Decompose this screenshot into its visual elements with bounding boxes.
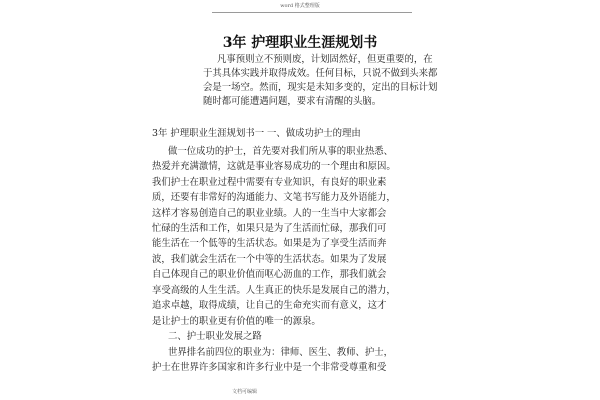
paragraph-line: 做一位成功的护士，首先要对我们所从事的职业热悉、 [168,146,394,157]
header-divider [212,12,412,13]
paragraph-line: 于其具体实践并取得成效。任何目标，只说不做到头来都 [203,68,438,79]
paragraph-line: 我们护士在职业过程中需要有专业知识，有良好的职业素 [152,177,387,188]
paragraph-line: 波，我们就会生活在一个中等的生活状态。如果为了发展 [152,254,387,265]
paragraph-line: 护士在世界许多国家和许多行业中是一个非常受尊重和受 [152,362,387,373]
paragraph-line: 自己体现自己的职业价值而呕心沥血的工作，那我们就会 [152,269,387,280]
section-heading: 3年 护理职业生涯规划书一 一、做成功护士的理由 [152,128,361,139]
paragraph-line: 凡事预则立不预则废，计划固然好，但更重要的，在 [217,54,433,65]
paragraph-line: 追求卓越，取得成绩，让自己的生命充实而有意义，这才 [152,300,387,311]
paragraph-line: 这样才容易创造自己的职业业绩。人的一生当中大家都会 [152,208,387,219]
paragraph-line: 会是一场空。然而，现实是未知多变的，定出的目标计划 [203,82,438,93]
page-header: word 格式整理版 [280,3,320,9]
paragraph-line: 质，还要有非常好的沟通能力、文笔书写能力及外语能力， [152,192,396,203]
paragraph-line: 随时都可能遭遇问题，要求有清醒的头脑。 [203,96,382,107]
paragraph-line: 享受高级的人生生活。人生真正的快乐是发展自己的潜力， [152,285,396,296]
paragraph-line: 忙碌的生活和工作，如果只是为了生活而忙碌，那我们可 [152,223,387,234]
paragraph-line: 能生活在一个低等的生活状态。如果是为了享受生活而奔 [152,238,387,249]
page-title: 3年 护理职业生涯规划书 [222,35,378,51]
paragraph-line: 热爱并充满激情，这就是事业容易成功的一个理由和原因。 [152,161,396,172]
page-footer: 文档可编辑 [232,389,258,395]
paragraph-line: 世界排名前四位的职业为：律师、医生、教师、护士， [168,347,394,358]
section-heading: 二、护士职业发展之路 [168,331,262,342]
paragraph-line: 是让护士的职业更有价值的唯一的源泉。 [152,316,321,327]
